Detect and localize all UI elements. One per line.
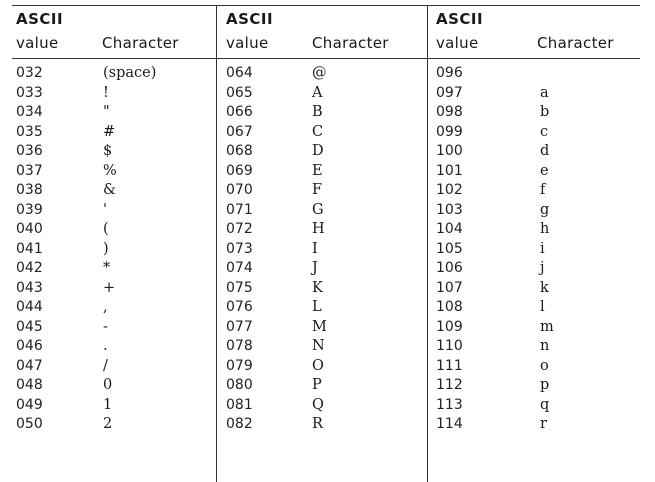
header-character: Character	[312, 34, 389, 52]
table-row	[432, 162, 642, 182]
ascii-value-cell: 098	[436, 104, 463, 120]
character-cell: n	[540, 338, 550, 354]
column-divider-2	[427, 5, 428, 482]
table-row	[222, 64, 420, 84]
ascii-value-cell: 064	[226, 65, 253, 81]
ascii-value-cell: 105	[436, 240, 463, 257]
ascii-value-cell: 049	[16, 396, 43, 413]
character-cell: &	[103, 182, 116, 198]
table-row	[12, 181, 210, 201]
character-cell: C	[312, 123, 324, 140]
character-cell: P	[312, 377, 322, 393]
table-row	[12, 298, 210, 318]
table-row	[222, 357, 420, 377]
ascii-value-cell: 097	[436, 84, 463, 101]
character-cell: 1	[103, 396, 113, 413]
table-row	[12, 201, 210, 221]
character-cell: p	[540, 377, 550, 393]
table-row	[12, 376, 210, 396]
ascii-value-cell: 099	[436, 123, 463, 140]
character-cell: R	[312, 416, 323, 432]
ascii-value-cell: 036	[16, 143, 43, 159]
table-row	[12, 64, 210, 84]
table-row	[432, 357, 642, 377]
table-row	[222, 103, 420, 123]
character-cell: J	[312, 260, 318, 276]
table-row	[222, 240, 420, 260]
table-row	[12, 84, 210, 104]
character-cell: +	[103, 279, 116, 296]
ascii-value-cell: 038	[16, 182, 43, 198]
character-cell: e	[540, 162, 549, 179]
ascii-value-cell: 114	[436, 416, 463, 432]
character-cell: F	[312, 182, 323, 198]
character-cell: !	[103, 84, 109, 101]
character-cell: #	[103, 123, 116, 140]
character-cell: (	[103, 221, 109, 237]
ascii-value-cell: 071	[226, 201, 253, 218]
table-row	[12, 162, 210, 182]
header-ascii: ASCII	[436, 10, 484, 28]
ascii-value-cell: 077	[226, 318, 253, 335]
ascii-value-cell: 074	[226, 260, 253, 276]
character-cell: L	[312, 299, 322, 315]
ascii-value-cell: 101	[436, 162, 463, 179]
character-cell: K	[312, 279, 323, 296]
ascii-value-cell: 108	[436, 299, 463, 315]
character-cell: Q	[312, 396, 324, 413]
character-cell: )	[103, 240, 109, 257]
table-row	[432, 240, 642, 260]
table-row	[222, 415, 420, 435]
ascii-value-cell: 068	[226, 143, 253, 159]
table-row	[12, 318, 210, 338]
character-cell: a	[540, 84, 549, 101]
character-cell: k	[540, 279, 549, 296]
character-cell: M	[312, 318, 327, 335]
character-cell: (space)	[103, 65, 157, 81]
table-row	[432, 298, 642, 318]
header-value: value	[436, 34, 479, 52]
table-row	[222, 259, 420, 279]
ascii-value-cell: 107	[436, 279, 463, 296]
ascii-value-cell: 113	[436, 396, 463, 413]
column-header	[222, 8, 420, 60]
ascii-value-cell: 106	[436, 260, 463, 276]
ascii-value-cell: 041	[16, 240, 43, 257]
character-cell: b	[540, 104, 550, 120]
character-cell: *	[103, 260, 111, 276]
table-row	[12, 279, 210, 299]
table-rows	[222, 64, 420, 435]
ascii-value-cell: 037	[16, 162, 43, 179]
character-cell: h	[540, 221, 550, 237]
table-row	[432, 142, 642, 162]
ascii-value-cell: 048	[16, 377, 43, 393]
ascii-value-cell: 040	[16, 221, 43, 237]
table-row	[222, 162, 420, 182]
ascii-value-cell: 032	[16, 65, 43, 81]
column-divider-1	[216, 5, 217, 482]
table-row	[222, 181, 420, 201]
ascii-value-cell: 110	[436, 338, 463, 354]
character-cell: q	[540, 396, 550, 413]
table-row	[432, 220, 642, 240]
ascii-value-cell: 033	[16, 84, 43, 101]
table-row	[12, 103, 210, 123]
table-row	[432, 376, 642, 396]
table-row	[12, 415, 210, 435]
character-cell: G	[312, 201, 324, 218]
header-ascii: ASCII	[226, 10, 274, 28]
header-value: value	[16, 34, 59, 52]
character-cell: -	[103, 318, 108, 335]
table-row	[222, 337, 420, 357]
column-header	[12, 8, 210, 60]
character-cell: N	[312, 338, 325, 354]
ascii-value-cell: 072	[226, 221, 253, 237]
header-ascii: ASCII	[16, 10, 64, 28]
table-row	[432, 318, 642, 338]
table-column-group-3	[432, 5, 642, 482]
ascii-value-cell: 046	[16, 338, 43, 354]
table-row	[222, 142, 420, 162]
table-row	[12, 357, 210, 377]
character-cell: D	[312, 143, 324, 159]
character-cell: 2	[103, 416, 113, 432]
ascii-value-cell: 044	[16, 299, 43, 315]
table-row	[222, 201, 420, 221]
character-cell: m	[540, 318, 554, 335]
character-cell: @	[312, 65, 327, 81]
ascii-value-cell: 039	[16, 201, 43, 218]
ascii-value-cell: 043	[16, 279, 43, 296]
ascii-value-cell: 035	[16, 123, 43, 140]
ascii-value-cell: 070	[226, 182, 253, 198]
table-row	[432, 259, 642, 279]
table-row	[432, 396, 642, 416]
ascii-value-cell: 109	[436, 318, 463, 335]
ascii-value-cell: 100	[436, 143, 463, 159]
ascii-value-cell: 076	[226, 299, 253, 315]
character-cell: '	[103, 201, 107, 218]
table-row	[222, 298, 420, 318]
ascii-value-cell: 103	[436, 201, 463, 218]
ascii-value-cell: 112	[436, 377, 463, 393]
character-cell: g	[540, 201, 550, 218]
character-cell: 0	[103, 377, 113, 393]
table-row	[12, 240, 210, 260]
ascii-value-cell: 073	[226, 240, 253, 257]
table-row	[432, 84, 642, 104]
column-header	[432, 8, 642, 60]
character-cell: $	[103, 143, 113, 159]
table-row	[222, 396, 420, 416]
table-row	[222, 318, 420, 338]
character-cell: H	[312, 221, 325, 237]
header-character: Character	[102, 34, 179, 52]
table-row	[222, 220, 420, 240]
ascii-value-cell: 104	[436, 221, 463, 237]
ascii-value-cell: 067	[226, 123, 253, 140]
character-cell: i	[540, 240, 545, 257]
table-rows	[432, 64, 642, 435]
ascii-value-cell: 066	[226, 104, 253, 120]
character-cell: j	[540, 260, 545, 276]
table-rows	[12, 64, 210, 435]
table-row	[222, 376, 420, 396]
ascii-value-cell: 075	[226, 279, 253, 296]
ascii-value-cell: 078	[226, 338, 253, 354]
ascii-value-cell: 050	[16, 416, 43, 432]
ascii-value-cell: 080	[226, 377, 253, 393]
character-cell: c	[540, 123, 549, 140]
table-row	[432, 123, 642, 143]
table-row	[432, 201, 642, 221]
table-row	[12, 220, 210, 240]
character-cell: r	[540, 416, 547, 432]
character-cell: %	[103, 162, 117, 179]
ascii-value-cell: 069	[226, 162, 253, 179]
table-row	[432, 415, 642, 435]
table-row	[12, 123, 210, 143]
table-row	[432, 103, 642, 123]
character-cell: "	[103, 104, 110, 120]
character-cell: .	[103, 338, 108, 354]
table-row	[432, 337, 642, 357]
ascii-value-cell: 034	[16, 104, 43, 120]
table-row	[432, 64, 642, 84]
table-row	[222, 84, 420, 104]
table-row	[222, 123, 420, 143]
ascii-value-cell: 047	[16, 357, 43, 374]
table-row	[432, 279, 642, 299]
character-cell: A	[312, 84, 323, 101]
ascii-value-cell: 042	[16, 260, 43, 276]
character-cell: d	[540, 143, 550, 159]
character-cell: /	[103, 357, 108, 374]
ascii-value-cell: 065	[226, 84, 253, 101]
character-cell: E	[312, 162, 323, 179]
character-cell: ,	[103, 299, 108, 315]
ascii-value-cell: 111	[436, 357, 463, 374]
table-column-group-1	[12, 5, 210, 482]
character-cell: B	[312, 104, 323, 120]
ascii-value-cell: 045	[16, 318, 43, 335]
table-row	[12, 142, 210, 162]
character-cell: O	[312, 357, 324, 374]
header-character: Character	[537, 34, 614, 52]
table-column-group-2	[222, 5, 420, 482]
character-cell: o	[540, 357, 549, 374]
table-row	[12, 396, 210, 416]
ascii-value-cell: 081	[226, 396, 253, 413]
table-row	[432, 181, 642, 201]
character-cell: I	[312, 240, 318, 257]
ascii-value-cell: 096	[436, 65, 463, 81]
table-row	[222, 279, 420, 299]
table-row	[12, 259, 210, 279]
character-cell: f	[540, 182, 546, 198]
header-value: value	[226, 34, 269, 52]
ascii-value-cell: 079	[226, 357, 253, 374]
table-row	[12, 337, 210, 357]
ascii-value-cell: 082	[226, 416, 253, 432]
ascii-value-cell: 102	[436, 182, 463, 198]
character-cell: l	[540, 299, 545, 315]
